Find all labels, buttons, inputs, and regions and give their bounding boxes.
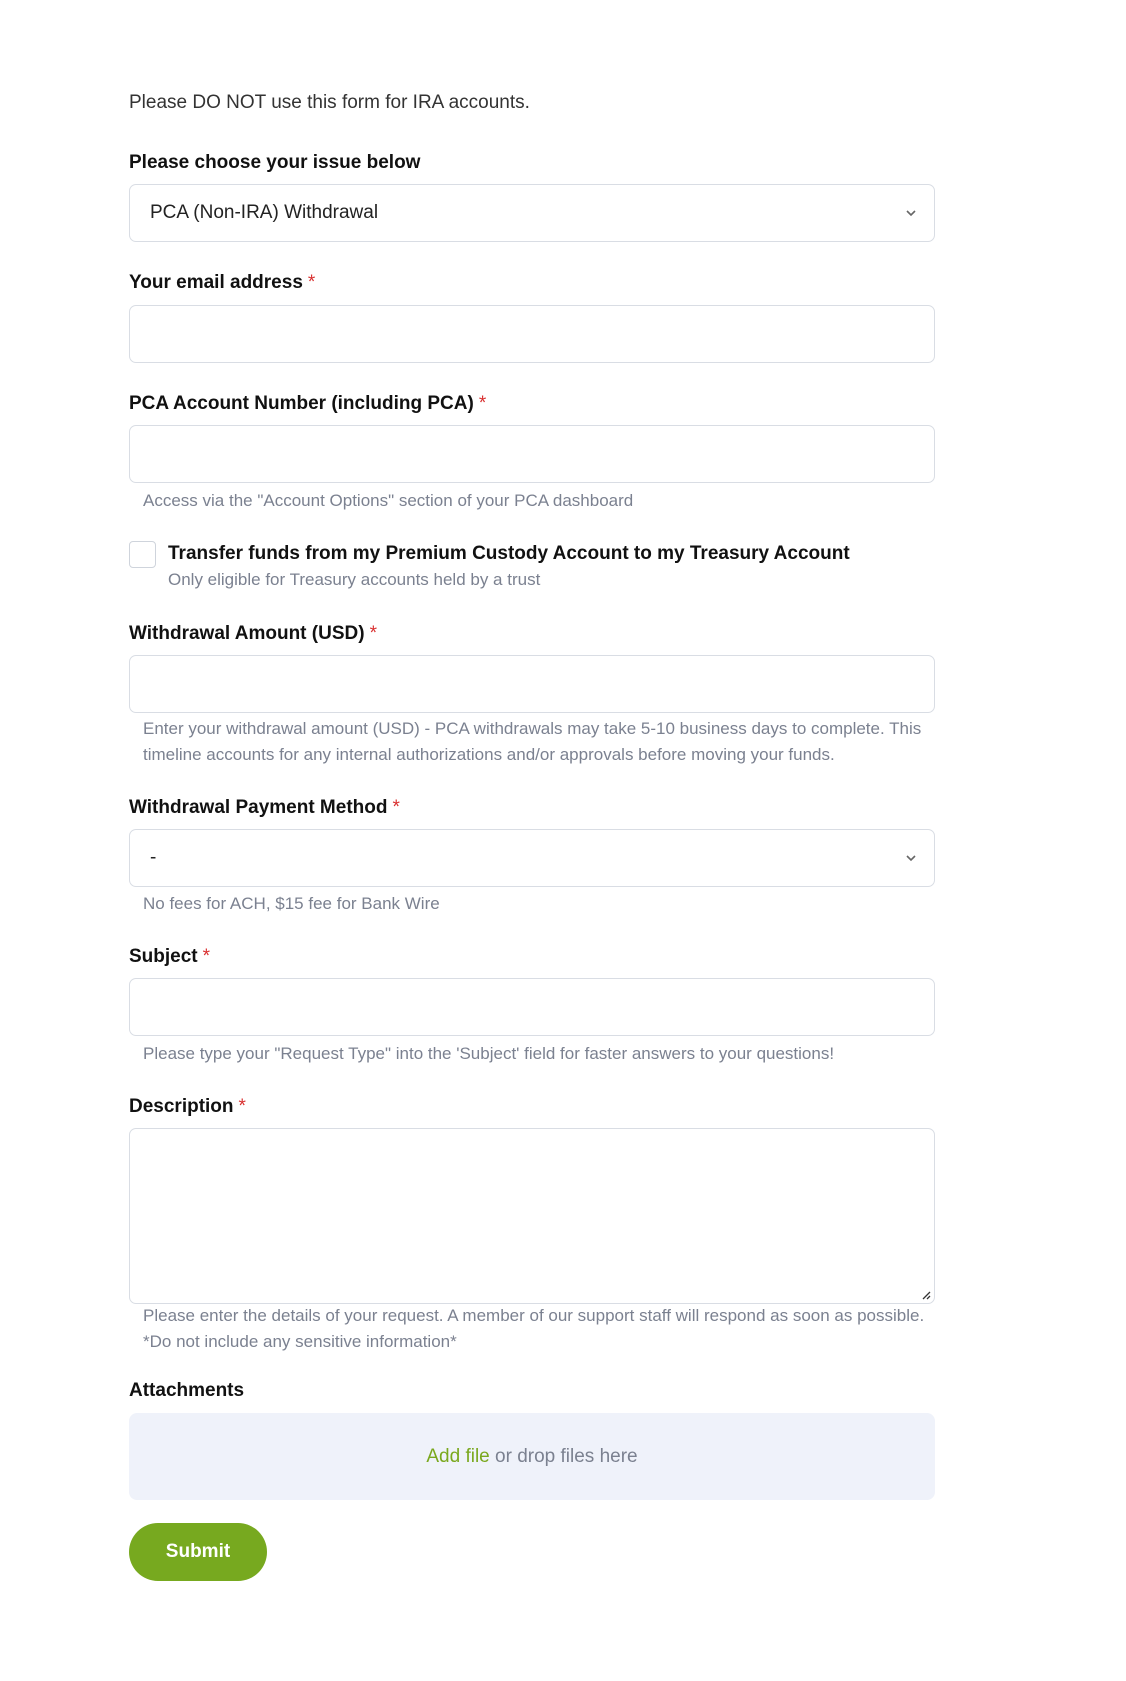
description-hint: [143, 1303, 924, 1355]
required-mark: *: [478, 393, 487, 414]
subject-hint: Please type your "Request Type" into the 'Subject' field for faster answers to your questions!: [143, 1044, 835, 1063]
chevron-down-icon: [904, 206, 918, 220]
amount-label: Withdrawal Amount (USD) *: [129, 623, 377, 644]
payment-method-value: -: [150, 847, 157, 868]
transfer-hint: Only eligible for Treasury accounts held by a trust: [168, 570, 541, 589]
add-file-link[interactable]: Add file: [426, 1446, 490, 1467]
resize-handle-icon[interactable]: [919, 1288, 931, 1300]
ira-notice: Please DO NOT use this form for IRA accounts.: [129, 92, 530, 113]
account-number-label: PCA Account Number (including PCA) *: [129, 393, 487, 414]
required-mark: *: [238, 1096, 246, 1117]
amount-field[interactable]: [129, 655, 935, 713]
required-mark: *: [307, 272, 316, 293]
transfer-checkbox[interactable]: [129, 541, 156, 568]
subject-label: Subject *: [129, 946, 211, 967]
required-mark: *: [369, 623, 377, 644]
issue-select-value: PCA (Non-IRA) Withdrawal: [150, 202, 379, 223]
account-number-field[interactable]: [129, 425, 935, 483]
drop-files-text: or drop files here: [489, 1446, 638, 1467]
description-textarea[interactable]: [129, 1128, 935, 1304]
submit-button[interactable]: Submit: [129, 1523, 267, 1581]
required-mark: *: [392, 797, 400, 818]
subject-field[interactable]: [129, 978, 935, 1036]
amount-hint-line-2: timeline accounts for any internal authorizations and/or approvals before moving your funds.: [143, 745, 835, 764]
description-hint-line-2: *Do not include any sensitive information*: [143, 1332, 457, 1351]
attachments-dropzone[interactable]: [129, 1413, 935, 1500]
issue-select[interactable]: [129, 184, 935, 242]
issue-label: Please choose your issue below: [129, 152, 421, 173]
chevron-down-icon: [904, 851, 918, 865]
account-number-hint: Access via the "Account Options" section of your PCA dashboard: [143, 491, 634, 510]
payment-method-hint: No fees for ACH, $15 fee for Bank Wire: [143, 894, 440, 913]
required-mark: *: [202, 946, 211, 967]
amount-hint-line-1: Enter your withdrawal amount (USD) - PCA withdrawals may take 5-10 business days to complete. This: [143, 719, 922, 738]
description-label: Description *: [129, 1096, 246, 1117]
attachments-label: Attachments: [129, 1380, 245, 1401]
payment-method-label: Withdrawal Payment Method *: [129, 797, 400, 818]
description-hint-line-1: Please enter the details of your request. A member of our support staff will respond as soon as possible.: [143, 1306, 925, 1325]
payment-method-select[interactable]: [129, 829, 935, 887]
transfer-checkbox-label[interactable]: Transfer funds from my Premium Custody Account to my Treasury Account: [168, 543, 850, 564]
amount-hint: [143, 716, 921, 768]
email-label: Your email address *: [129, 272, 316, 293]
email-field[interactable]: [129, 305, 935, 363]
